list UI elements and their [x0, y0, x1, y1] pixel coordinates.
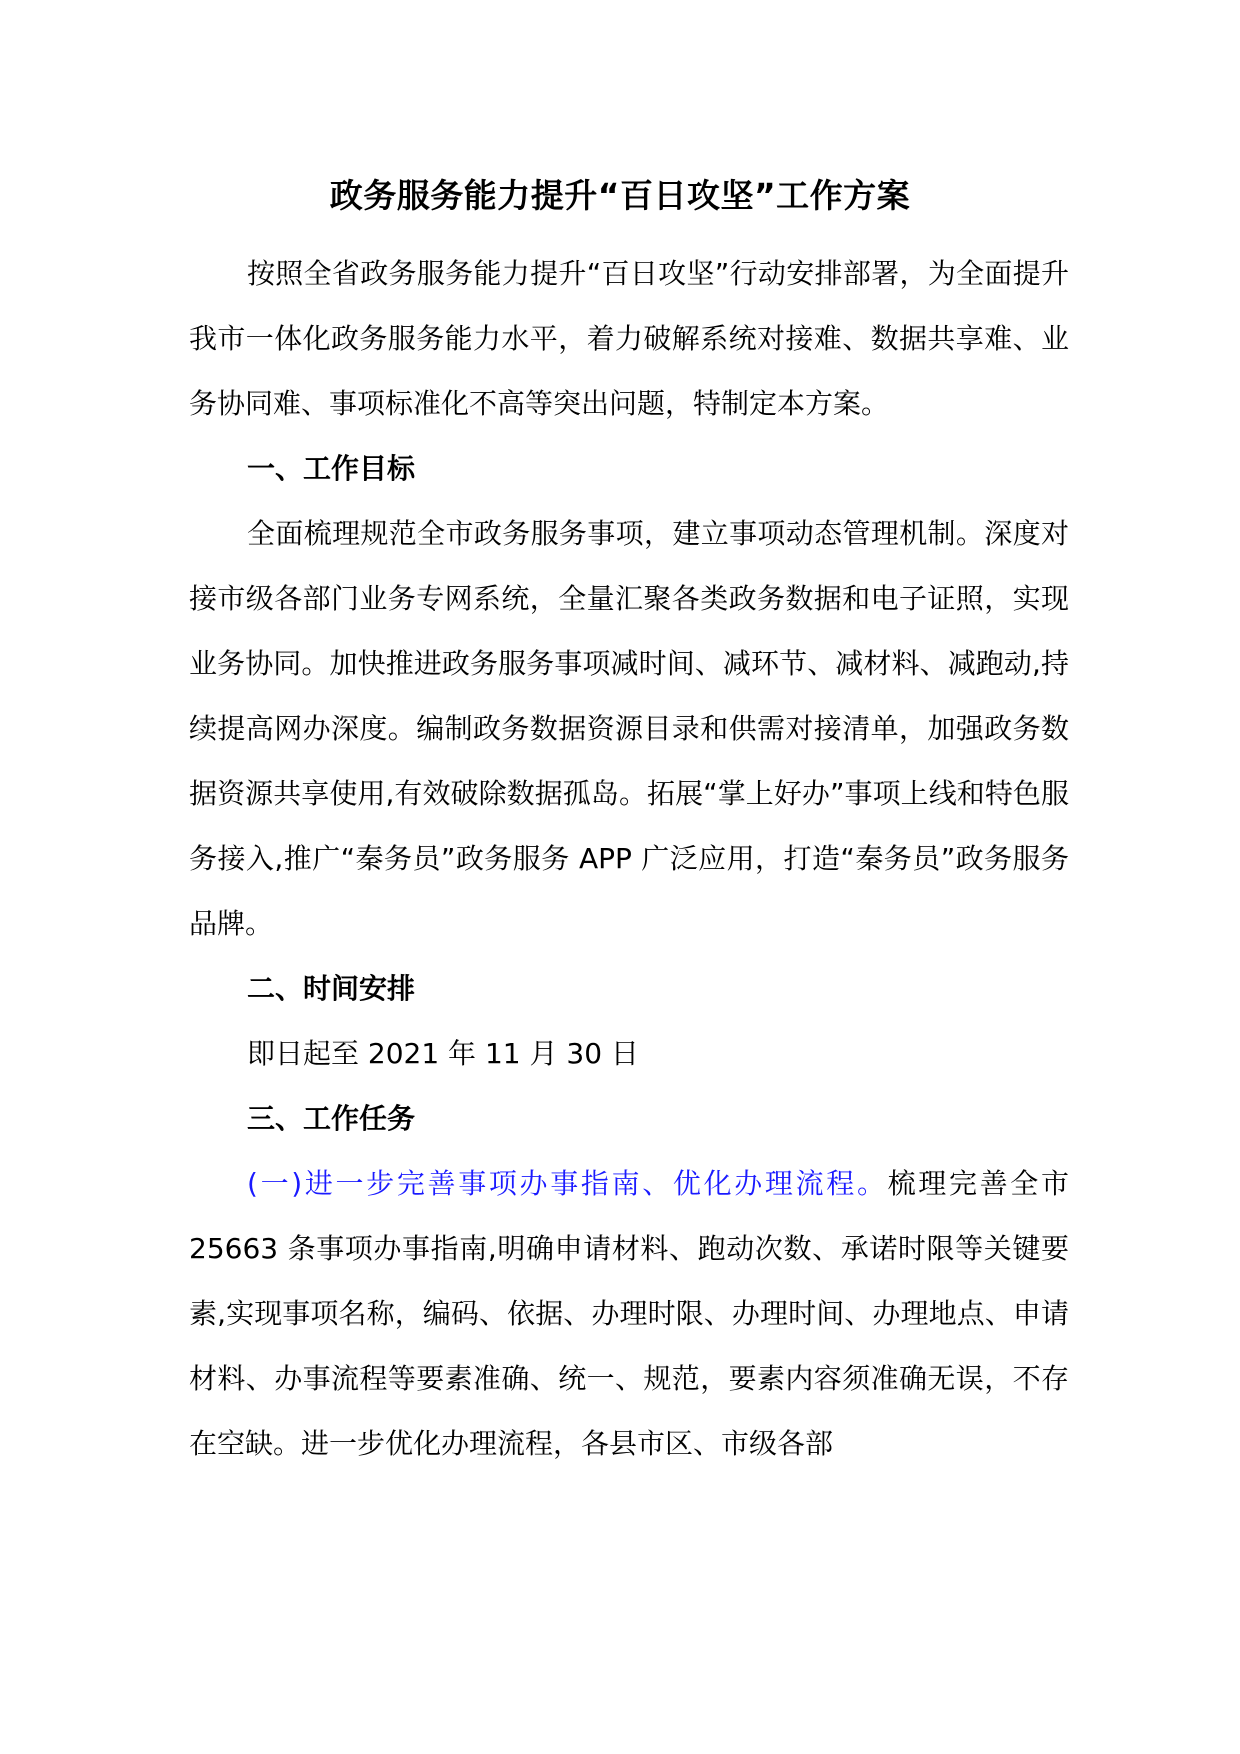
task-item-1-paragraph [189, 1151, 1069, 1476]
document-title: 政务服务能力提升“百日攻坚”工作方案 [329, 176, 911, 215]
document-body [189, 241, 1069, 1476]
goals-paragraph: 全面梳理规范全市政务服务事项，建立事项动态管理机制。深度对接市级各部门业务专网系统，全量汇聚各类政务数据和电子证照，实现业务协同。加快推进政务服务事项减时间、减环节、减材料、减跑动,持续提高网办深度。编制政务数据资源目录和供需对接清单，加强政务数据资源共享使用,有效破除数据孤岛。拓展“掌上好办”事项上线和特色服务接入,推广“秦务员”政务服务 APP 广泛应用，打造“秦务员”政务服务品牌。 [189, 517, 1069, 940]
task-item-1-text: 梳理完善全市 25663 条事项办事指南,明确申请材料、跑动次数、承诺时限等关键要素,实现事项名称，编码、依据、办理时限、办理时间、办理地点、申请材料、办事流程等要素准确、统一、规范，要素内容须准确无误，不存在空缺。进一步优化办理流程，各县市区、市级各部 [189, 1167, 1069, 1460]
section-heading-tasks: 三、工作任务 [247, 1102, 416, 1135]
schedule-paragraph: 即日起至 2021 年 11 月 30 日 [247, 1037, 639, 1070]
section-heading-goals: 一、工作目标 [247, 452, 416, 485]
section-heading-schedule: 二、时间安排 [247, 972, 416, 1005]
intro-paragraph: 按照全省政务服务能力提升“百日攻坚”行动安排部署，为全面提升我市一体化政务服务能力水平，着力破解系统对接难、数据共享难、业务协同难、事项标准化不高等突出问题，特制定本方案。 [189, 257, 1069, 420]
task-item-1-lead: (一)进一步完善事项办事指南、优化办理流程。 [247, 1167, 888, 1200]
